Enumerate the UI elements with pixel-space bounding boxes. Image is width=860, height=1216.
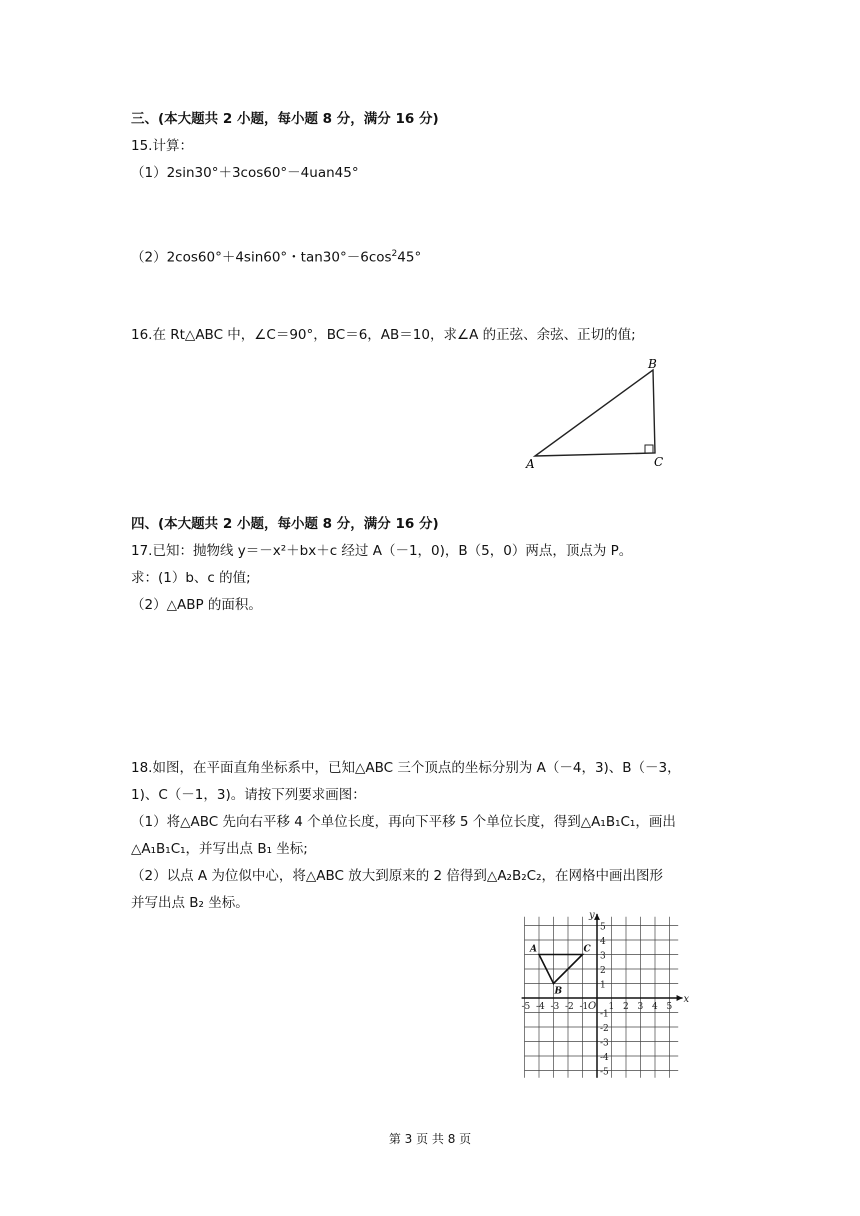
y-tick-label: -5 bbox=[600, 1067, 609, 1078]
q17-line1: 17.已知：抛物线 y＝－x²＋bx＋c 经过 A（－1，0)，B（5，0）两点，顶点为 P。 bbox=[131, 543, 633, 559]
triangle-abc bbox=[535, 370, 655, 456]
point-a-label: A bbox=[530, 944, 537, 955]
q17-line2: 求：(1）b、c 的值; bbox=[131, 570, 251, 586]
y-tick-label: -3 bbox=[600, 1038, 609, 1049]
page-footer: 第 3 页 共 8 页 bbox=[388, 1132, 472, 1146]
y-axis-arrow bbox=[594, 914, 600, 920]
x-tick-label: -1 bbox=[579, 1002, 589, 1012]
q17-line3: （2）△ABP 的面积。 bbox=[131, 597, 262, 613]
q15-part2-post: 45° bbox=[397, 249, 422, 266]
q15-title: 15.计算： bbox=[131, 138, 193, 154]
label-c: C bbox=[654, 455, 664, 469]
q18-part2b: 并写出点 B₂ 坐标。 bbox=[131, 895, 249, 911]
x-tick-label: -3 bbox=[550, 1002, 560, 1012]
q18-part1b: △A₁B₁C₁，并写出点 B₁ 坐标; bbox=[131, 841, 308, 857]
y-axis-label: y bbox=[589, 909, 595, 921]
x-tick-label: 3 bbox=[637, 1002, 644, 1012]
y-tick-label: 4 bbox=[600, 937, 606, 947]
q15-part2-pre: （2）2cos60°＋4sin60°・tan30°－6cos bbox=[131, 249, 392, 266]
q15-part2-sup: 2 bbox=[391, 249, 398, 259]
point-b-label: B bbox=[554, 986, 563, 997]
x-tick-label: 1 bbox=[608, 1002, 615, 1012]
label-a: A bbox=[526, 457, 535, 471]
y-tick-label: 2 bbox=[600, 966, 606, 976]
x-tick-label: -5 bbox=[521, 1002, 531, 1012]
y-tick-label: -1 bbox=[600, 1009, 609, 1020]
q15-part2 bbox=[131, 245, 421, 267]
point-c-label: C bbox=[583, 944, 591, 955]
coordinate-grid bbox=[520, 909, 700, 1078]
y-tick-label: -2 bbox=[600, 1024, 609, 1034]
right-angle-mark bbox=[645, 445, 653, 453]
section4-heading: 四、(本大题共 2 小题，每小题 8 分，满分 16 分) bbox=[131, 516, 439, 532]
x-tick-label: -2 bbox=[565, 1002, 574, 1012]
q16-text: 16.在 Rt△ABC 中，∠C＝90°，BC＝6，AB＝10，求∠A 的正弦、余弦、正切的值; bbox=[131, 327, 636, 343]
x-tick-label: -4 bbox=[536, 1002, 545, 1012]
triangle-figure bbox=[520, 356, 680, 476]
q18-part2a: （2）以点 A 为位似中心，将△ABC 放大到原来的 2 倍得到△A₂B₂C₂，在网格中画出图形 bbox=[131, 868, 663, 884]
origin-label: O bbox=[588, 1001, 597, 1012]
q18-line1: 18.如图，在平面直角坐标系中，已知△ABC 三个顶点的坐标分别为 A（－4，3)、B（－3， bbox=[131, 760, 681, 776]
y-tick-label: 5 bbox=[600, 922, 606, 933]
y-tick-label: 1 bbox=[600, 980, 606, 991]
section3-heading: 三、(本大题共 2 小题，每小题 8 分，满分 16 分) bbox=[131, 111, 439, 127]
x-axis-label: x bbox=[683, 994, 690, 1005]
y-tick-label: 3 bbox=[600, 951, 606, 962]
x-tick-label: 4 bbox=[652, 1002, 658, 1012]
q15-part1: （1）2sin30°＋3cos60°－4uan45° bbox=[131, 165, 359, 181]
q18-part1a: （1）将△ABC 先向右平移 4 个单位长度，再向下平移 5 个单位长度，得到△A₁B₁C₁，画出 bbox=[131, 814, 676, 830]
y-tick-label: -4 bbox=[600, 1053, 609, 1063]
x-tick-label: 2 bbox=[623, 1002, 629, 1012]
x-axis-arrow bbox=[677, 995, 683, 1001]
q18-line2: 1)、C（－1，3)。请按下列要求画图： bbox=[131, 787, 366, 803]
label-b: B bbox=[648, 357, 657, 371]
x-tick-label: 5 bbox=[666, 1002, 673, 1012]
